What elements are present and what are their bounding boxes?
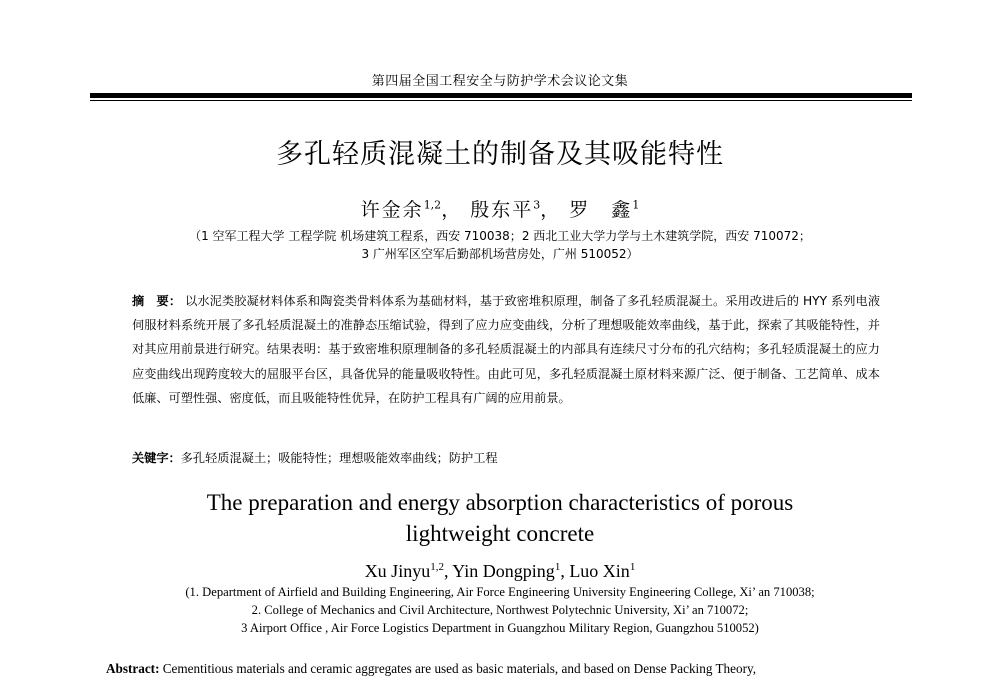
chinese-title: 多孔轻质混凝土的制备及其吸能特性 [276,139,724,170]
keywords-text: 多孔轻质混凝土；吸能特性；理想吸能效率曲线；防护工程 [180,451,498,465]
chinese-affiliation-line: （1 空军工程大学 工程学院 机场建筑工程系，西安 710038；2 西北工业大学力学与土木建筑学院，西安 710072； [189,229,811,243]
chinese-authors: 许金余$^{1,2}$， 殷东平$^3$， 罗 鑫$^1$ [360,198,640,221]
english-title-line: lightweight concrete [405,521,595,546]
chinese-affiliation-line: 3 广州军区空军后勤部机场营房处，广州 510052） [361,247,639,261]
english-authors: Xu Jinyu$^{1,2}$, Yin Dongping$^1$, Luo Xin$^1$ [364,561,636,581]
english-affiliation-line: (1. Department of Airfield and Building Engineering, Air Force Engineering University Engineering College, Xi’ an 710038; [185,585,815,599]
author-name: Luo Xin [569,561,630,581]
author-name: Yin Dongping [452,561,555,581]
author-name: Xu Jinyu [364,561,431,581]
abstract-label: Abstract: [106,661,160,676]
author-name: 许金余 [360,199,424,221]
header-rule-thick [90,93,912,98]
author-affiliation-mark: 3 [533,198,541,212]
chinese-keywords [132,448,880,468]
author-affiliation-mark: 1 [632,198,640,212]
author-affiliation-mark: 1 [554,561,561,573]
author-affiliation-mark: 1,2 [423,198,442,212]
abstract-text: Cementitious materials and ceramic aggregates are used as basic materials, and based on Dense Packing Theory, [162,661,756,676]
keywords-label: 关键字： [132,451,181,465]
english-title-line: The preparation and energy absorption characteristics of porous [206,490,794,515]
english-affiliation-line: 3 Airport Office , Air Force Logistics Department in Guangzhou Military Region, Guangzhou 510052) [241,621,759,635]
running-title: 第四届全国工程安全与防护学术会议论文集 [371,74,629,89]
author-affiliation-mark: 1 [629,561,636,573]
header-rule-thin [90,100,912,101]
author-name: 殷东平 [470,199,534,221]
abstract-label: 摘 要： [132,294,182,308]
english-abstract [106,660,896,678]
english-title [100,487,900,549]
english-affiliation-line: 2. College of Mechanics and Civil Architecture, Northwest Polytechnic University, Xi’ an 710072; [251,603,749,617]
author-name: 罗 鑫 [569,199,633,221]
abstract-text: 以水泥类胶凝材料体系和陶瓷类骨料体系为基础材料，基于致密堆积原理，制备了多孔轻质混凝土。采用改进后的 HYY 系列电液伺服材料系统开展了多孔轻质混凝土的准静态压缩试验，得到了应力应变曲线，分析了理想吸能效率曲线，基于此，探索了其吸能特性，并对其应用前景进行研究。结果表明：基于致密堆积原理制备的多孔轻质混凝土的内部具有连续尺寸分布的孔穴结构；多孔轻质混凝土的应力应变曲线出现跨度较大的屈服平台区，具备优异的能量吸收特性。由此可见，多孔轻质混凝土原材料来源广泛、便于制备、工艺简单、成本低廉、可塑性强、密度低，而且吸能特性优异，在防护工程具有广阔的应用前景。 [132,294,881,405]
chinese-abstract [132,289,880,410]
author-affiliation-mark: 1,2 [430,561,444,573]
